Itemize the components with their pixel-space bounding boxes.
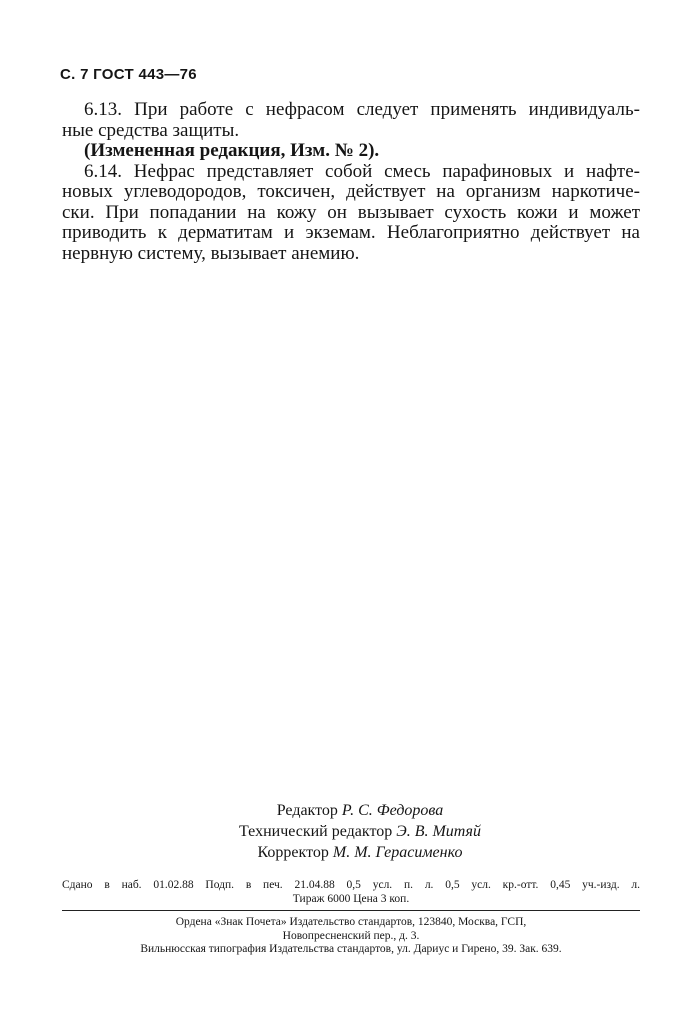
printer-line: Вильнюсская типография Издательства стандартов, ул. Дариус и Гирено, 39. Зак. 639.: [140, 943, 562, 955]
section-6-14-line-4: приводить к дерматитам и экземам. Неблагоприятно действует на: [62, 222, 640, 243]
editor-credit: [200, 800, 520, 821]
editorial-credits: [200, 800, 520, 863]
page-header: С. 7 ГОСТ 443—76: [60, 66, 197, 83]
corrector-name: М. М. Герасименко: [332, 844, 463, 861]
editor-role: Редактор: [276, 802, 338, 819]
tech-editor-name: Э. В. Митяй: [396, 823, 481, 840]
section-6-14-line-3: ски. При попадании на кожу он вызывает сухость кожи и может: [62, 201, 640, 223]
document-body: [62, 100, 640, 264]
section-6-13-line-1: 6.13. При работе с нефрасом следует применять индивидуаль-: [84, 99, 640, 120]
imprint-block: [62, 878, 640, 957]
publisher-line-1: Ордена «Знак Почета» Издательство стандартов, 123840, Москва, ГСП,: [175, 916, 527, 928]
editor-name: Р. С. Федорова: [341, 802, 444, 819]
section-6-14-line-2: новых углеводородов, токсичен, действует на организм наркотиче-: [62, 181, 640, 202]
section-6-14-line-5: нервную систему, вызывает анемию.: [62, 242, 360, 264]
publisher-line-2: Новопресненский пер., д. 3.: [282, 929, 420, 942]
imprint-divider: [62, 910, 640, 911]
tech-editor-credit: [200, 821, 520, 842]
amendment-note: (Измененная редакция, Изм. № 2).: [84, 140, 380, 161]
corrector-credit: [200, 842, 520, 863]
section-6-14-line-1: 6.14. Нефрас представляет собой смесь парафиновых и нафте-: [84, 160, 640, 182]
print-info: Сдано в наб. 01.02.88 Подп. в печ. 21.04.88 0,5 усл. п. л. 0,5 усл. кр.-отт. 0,45 уч.-изд. л.: [62, 879, 640, 891]
circulation-info: Тираж 6000 Цена 3 коп.: [292, 893, 410, 905]
section-6-13-line-2: ные средства защиты.: [62, 119, 240, 141]
corrector-role: Корректор: [257, 844, 329, 861]
tech-editor-role: Технический редактор: [239, 823, 393, 840]
